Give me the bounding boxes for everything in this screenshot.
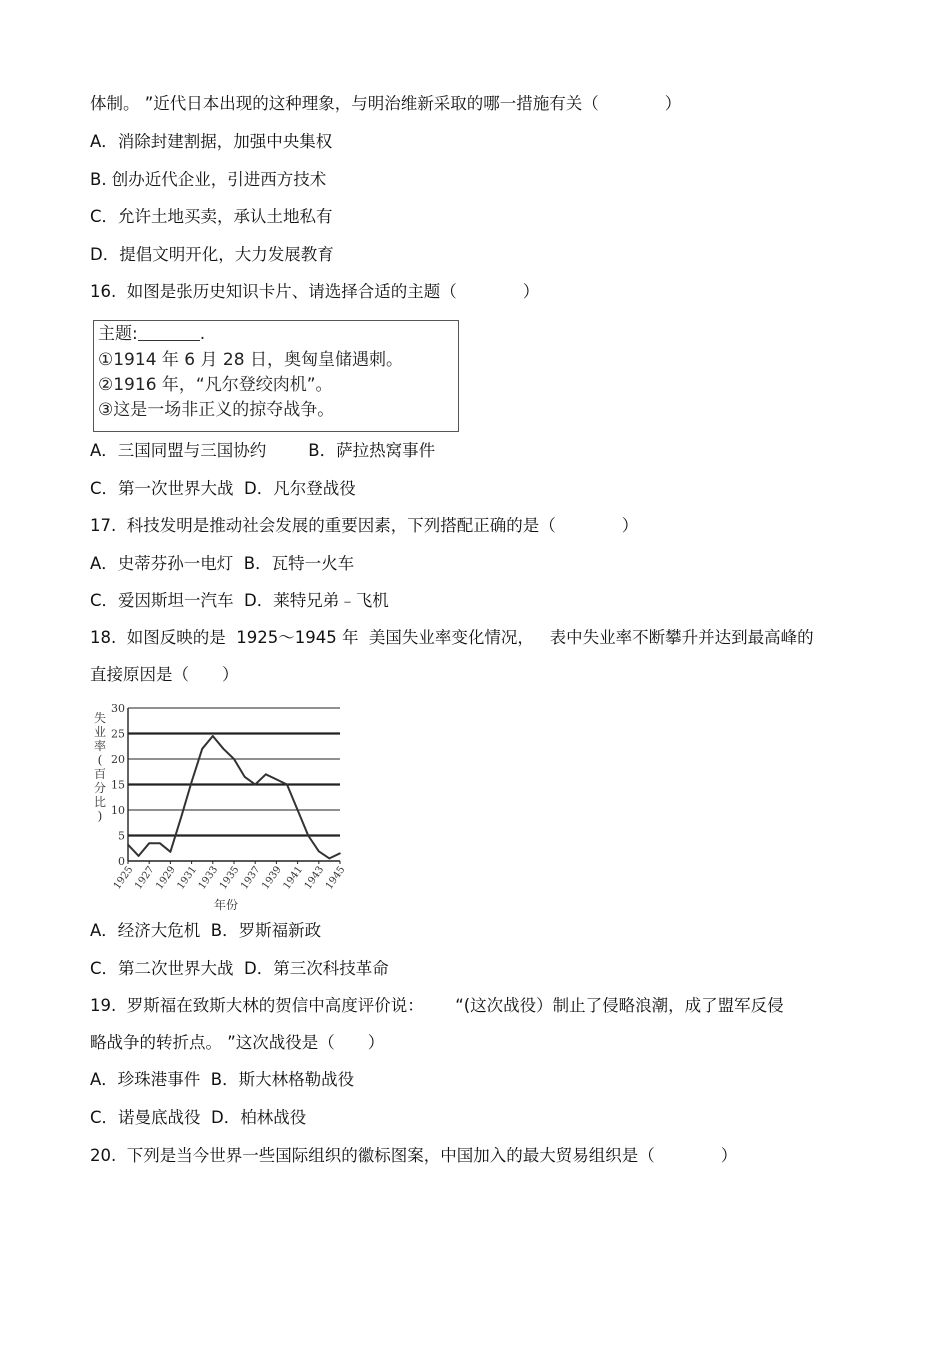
x-tick-label: 1935 [217,864,242,892]
x-tick-label: 1933 [196,864,221,892]
data-point [339,853,341,855]
data-point [244,776,246,778]
card-line-2: ②1916 年，“凡尔登绞肉机”。 [98,375,333,395]
y-axis-label [94,710,106,823]
x-tick-label: 1925 [111,864,136,892]
card-line-3: ③这是一场非正义的掠夺战争。 [98,400,335,420]
data-point [201,748,203,750]
y-axis-label-char: 比 [93,795,107,809]
x-axis-label: 年份 [213,898,239,912]
x-tick-label: 1945 [323,864,348,892]
data-point [223,748,225,750]
data-point [297,809,299,811]
q18-stem-line-1: 18. 如图反映的是 1925～1945 年 美国失业率变化情况， 表中失业率不断攀升并达到最高峰的 [90,628,814,647]
unemployment-line-chart [88,700,358,915]
q18-option-ab: A．经济大危机 B．罗斯福新政 [90,921,322,940]
data-point [254,784,256,786]
data-point [159,842,161,844]
x-tick-label: 1939 [260,864,284,892]
card-title-dot: . [199,324,206,344]
q16-option-ab: A．三国同盟与三国协约 B．萨拉热窝事件 [90,441,436,460]
chart-tick-labels [111,702,347,892]
data-point [191,781,193,783]
data-point [127,844,129,846]
q17-option-ab: A．史蒂芬孙一电灯 B．瓦特一火车 [90,554,355,573]
data-point [233,758,235,760]
unemployment-series-line [128,736,340,858]
y-axis-label-char: 业 [93,725,107,739]
q15-stem-end: 体制。 ”近代日本出现的这种理象，与明治维新采取的哪一措施有关（ ） [90,94,682,113]
y-axis-label-char: 分 [93,781,107,795]
data-point [265,774,267,776]
chart-gridlines [128,708,340,836]
y-tick-label: 20 [111,753,125,766]
x-tick-label: 1929 [154,864,178,892]
y-tick-label: 0 [118,855,125,868]
data-point [307,835,309,837]
x-tick-label: 1931 [175,864,200,892]
q19-option-ab: A．珍珠港事件 B．斯大林格勒战役 [90,1070,355,1089]
x-tick-label: 1937 [239,864,263,892]
q17-stem: 17. 科技发明是推动社会发展的重要因素，下列搭配正确的是（ ） [90,516,639,535]
q15-option-d: D．提倡文明开化，大力发展教育 [90,245,334,264]
y-tick-label: 15 [111,778,125,792]
card-title-line [98,323,205,345]
x-tick-label: 1941 [281,864,306,892]
y-tick-label: 5 [118,829,125,843]
x-tick-label: 1927 [133,864,157,892]
card-line-1: ①1914 年 6 月 28 日，奥匈皇储遇刺。 [98,350,403,370]
y-axis-label-char: ) [97,809,103,823]
q16-stem: 16. 如图是张历史知识卡片、请选择合适的主题（ ） [90,282,540,301]
y-tick-label: 25 [111,727,125,741]
data-point [318,851,320,853]
card-title-blank [138,324,200,341]
chart-axes [128,708,340,864]
y-axis-label-char: 百 [93,767,107,781]
q20-stem: 20. 下列是当今世界一些国际组织的徽标图案，中国加入的最大贸易组织是（ ） [90,1146,738,1165]
data-point [286,784,288,786]
q19-stem-line-2: 略战争的转折点。 ”这次战役是（ ） [90,1033,385,1052]
q15-option-b: B. 创办近代企业，引进西方技术 [90,170,327,189]
y-tick-label: 10 [111,804,125,817]
data-point [180,817,182,819]
q19-stem-line-1: 19. 罗斯福在致斯大林的贺信中高度评价说： “(这次战役）制止了侵略浪潮，成了盟军反侵 [90,996,784,1015]
y-tick-label: 30 [111,702,125,715]
q17-option-cd: C．爱因斯坦一汽车 D．莱特兄弟﹣飞机 [90,591,389,610]
x-tick-label: 1943 [302,864,327,892]
data-point [276,779,278,781]
q18-stem-line-2: 直接原因是（ ） [90,665,239,684]
q15-option-a: A．消除封建割据，加强中央集权 [90,132,333,151]
data-point [212,735,214,737]
q18-option-cd: C．第二次世界大战 D．第三次科技革命 [90,959,389,978]
y-axis-label-char: ( [97,753,103,767]
data-point [329,858,331,860]
y-axis-label-char: 率 [93,739,107,753]
data-point [148,842,150,844]
q15-option-c: C．允许土地买卖，承认土地私有 [90,207,333,226]
q19-option-cd: C．诺曼底战役 D．柏林战役 [90,1108,307,1127]
q16-option-cd: C．第一次世界大战 D．凡尔登战役 [90,479,356,498]
data-point [138,855,140,857]
y-axis-label-char: 失 [93,711,107,725]
history-knowledge-card [93,320,459,432]
card-title: 主题: [98,324,138,344]
chart-series [127,735,341,859]
data-point [170,851,172,853]
